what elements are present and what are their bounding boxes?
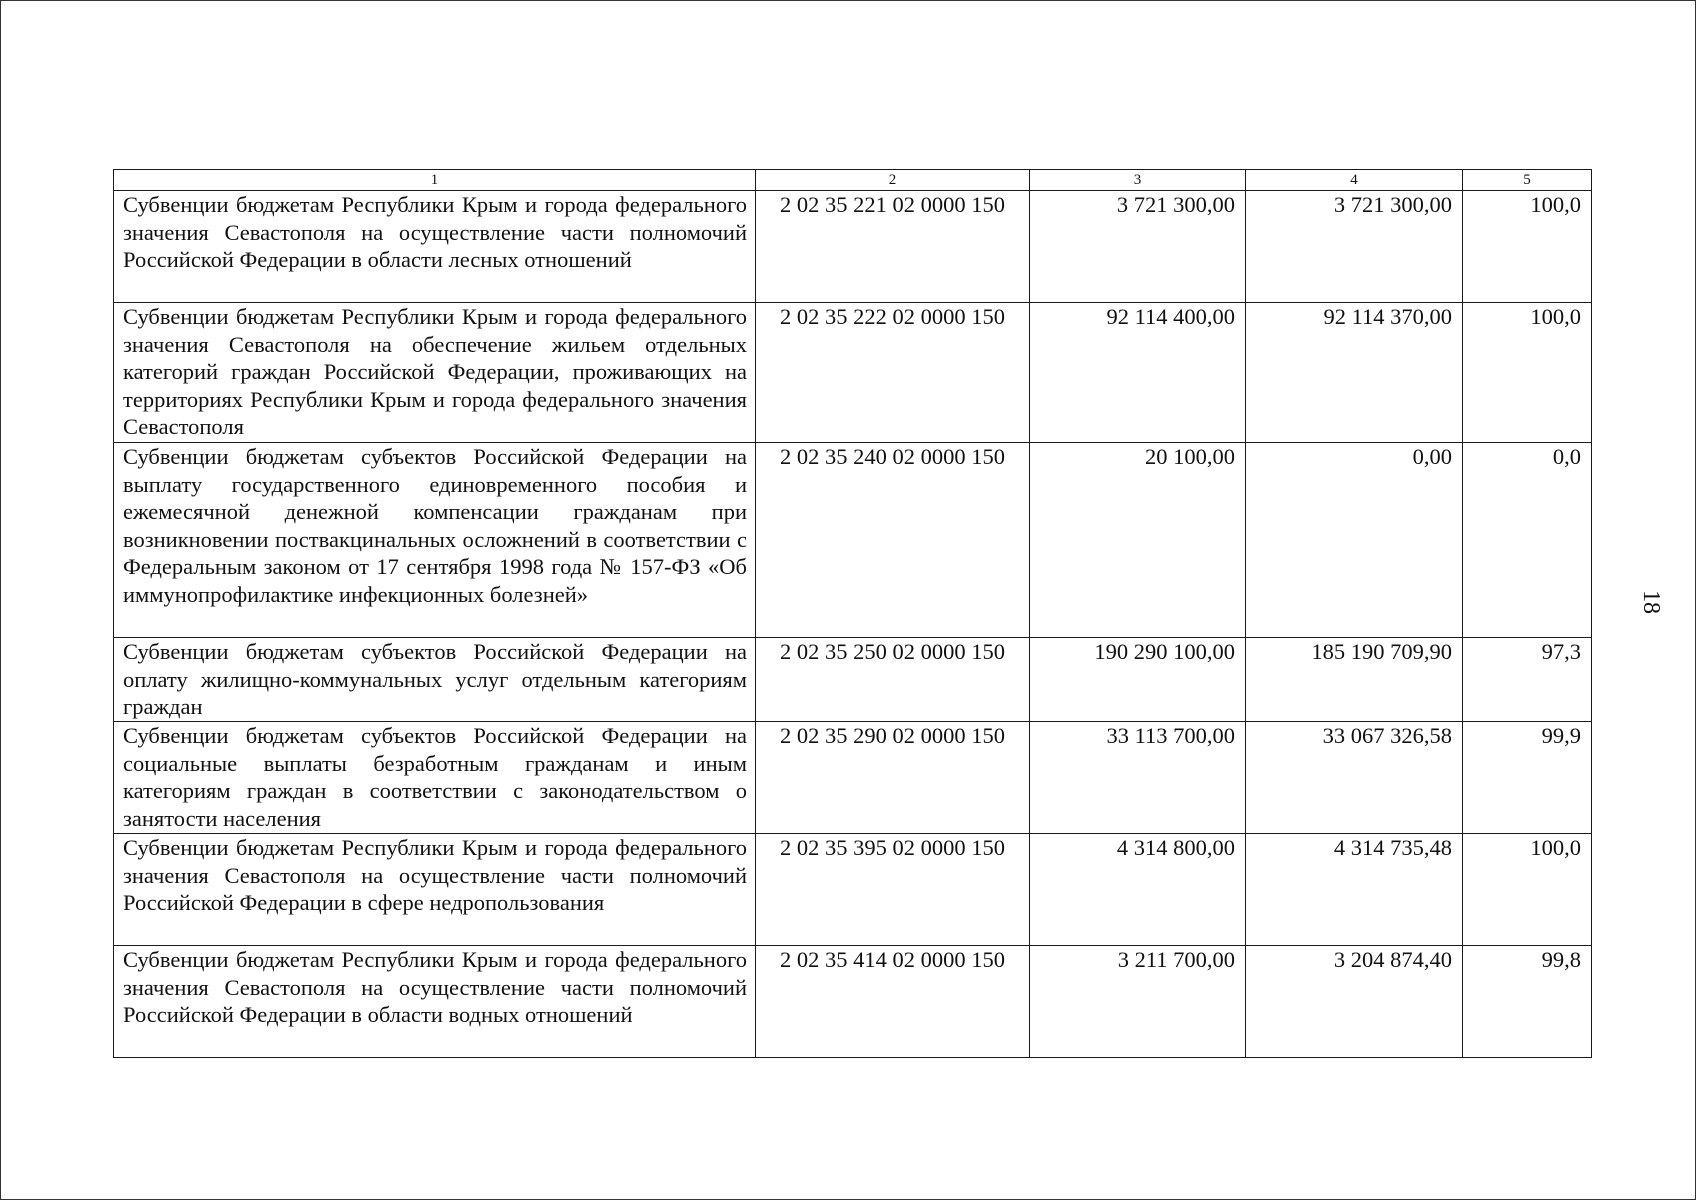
- row-percent: 99,9: [1463, 722, 1592, 834]
- row-code: 2 02 35 290 02 0000 150: [756, 722, 1030, 834]
- table-row: [114, 834, 1592, 946]
- row-description: Субвенции бюджетам Республики Крым и города федерального значения Севастополя на обеспечение жильем отдельных категорий граждан Российской Федерации, проживающих на территориях Республики Крым и города федерального значения Севастополя: [114, 303, 756, 443]
- row-description: Субвенции бюджетам субъектов Российской Федерации на социальные выплаты безработным гражданам и иным категориям граждан в соответствии с законодательством о занятости населения: [114, 722, 756, 834]
- row-executed: 4 314 735,48: [1246, 834, 1463, 946]
- row-description: Субвенции бюджетам Республики Крым и города федерального значения Севастополя на осуществление части полномочий Российской Федерации в области водных отношений: [114, 946, 756, 1058]
- row-description: Субвенции бюджетам субъектов Российской Федерации на оплату жилищно-коммунальных услуг отдельным категориям граждан: [114, 638, 756, 722]
- row-executed: 185 190 709,90: [1246, 638, 1463, 722]
- row-planned: 92 114 400,00: [1030, 303, 1246, 443]
- row-planned: 4 314 800,00: [1030, 834, 1246, 946]
- row-percent: 97,3: [1463, 638, 1592, 722]
- row-percent: 100,0: [1463, 303, 1592, 443]
- table-row: [114, 443, 1592, 638]
- row-planned: 33 113 700,00: [1030, 722, 1246, 834]
- row-percent: 0,0: [1463, 443, 1592, 638]
- row-executed: 92 114 370,00: [1246, 303, 1463, 443]
- row-code: 2 02 35 240 02 0000 150: [756, 443, 1030, 638]
- column-number-row: [114, 170, 1592, 191]
- row-code: 2 02 35 222 02 0000 150: [756, 303, 1030, 443]
- row-code: 2 02 35 250 02 0000 150: [756, 638, 1030, 722]
- column-number-3: 3: [1030, 170, 1246, 191]
- row-description: Субвенции бюджетам Республики Крым и города федерального значения Севастополя на осуществление части полномочий Российской Федерации в области лесных отношений: [114, 191, 756, 303]
- row-percent: 100,0: [1463, 834, 1592, 946]
- table-row: [114, 191, 1592, 303]
- row-description: Субвенции бюджетам Республики Крым и города федерального значения Севастополя на осуществление части полномочий Российской Федерации в сфере недропользования: [114, 834, 756, 946]
- table-row: [114, 638, 1592, 722]
- row-executed: 0,00: [1246, 443, 1463, 638]
- column-number-2: 2: [756, 170, 1030, 191]
- page-number: 18: [1638, 590, 1664, 614]
- column-number-1: 1: [114, 170, 756, 191]
- row-planned: 3 721 300,00: [1030, 191, 1246, 303]
- table-row: [114, 303, 1592, 443]
- row-code: 2 02 35 221 02 0000 150: [756, 191, 1030, 303]
- row-code: 2 02 35 414 02 0000 150: [756, 946, 1030, 1058]
- row-code: 2 02 35 395 02 0000 150: [756, 834, 1030, 946]
- column-number-5: 5: [1463, 170, 1592, 191]
- row-planned: 20 100,00: [1030, 443, 1246, 638]
- row-description: Субвенции бюджетам субъектов Российской Федерации на выплату государственного единовременного пособия и ежемесячной денежной компенсации гражданам при возникновении поствакцинальных осложнений в соответствии с Федеральным законом от 17 сентября 1998 года № 157-ФЗ «Об иммунопрофилактике инфекционных болезней»: [114, 443, 756, 638]
- row-percent: 99,8: [1463, 946, 1592, 1058]
- row-executed: 3 721 300,00: [1246, 191, 1463, 303]
- budget-table: [113, 169, 1592, 1058]
- row-executed: 3 204 874,40: [1246, 946, 1463, 1058]
- table-row: [114, 722, 1592, 834]
- row-executed: 33 067 326,58: [1246, 722, 1463, 834]
- column-number-4: 4: [1246, 170, 1463, 191]
- row-percent: 100,0: [1463, 191, 1592, 303]
- row-planned: 3 211 700,00: [1030, 946, 1246, 1058]
- row-planned: 190 290 100,00: [1030, 638, 1246, 722]
- table-row: [114, 946, 1592, 1058]
